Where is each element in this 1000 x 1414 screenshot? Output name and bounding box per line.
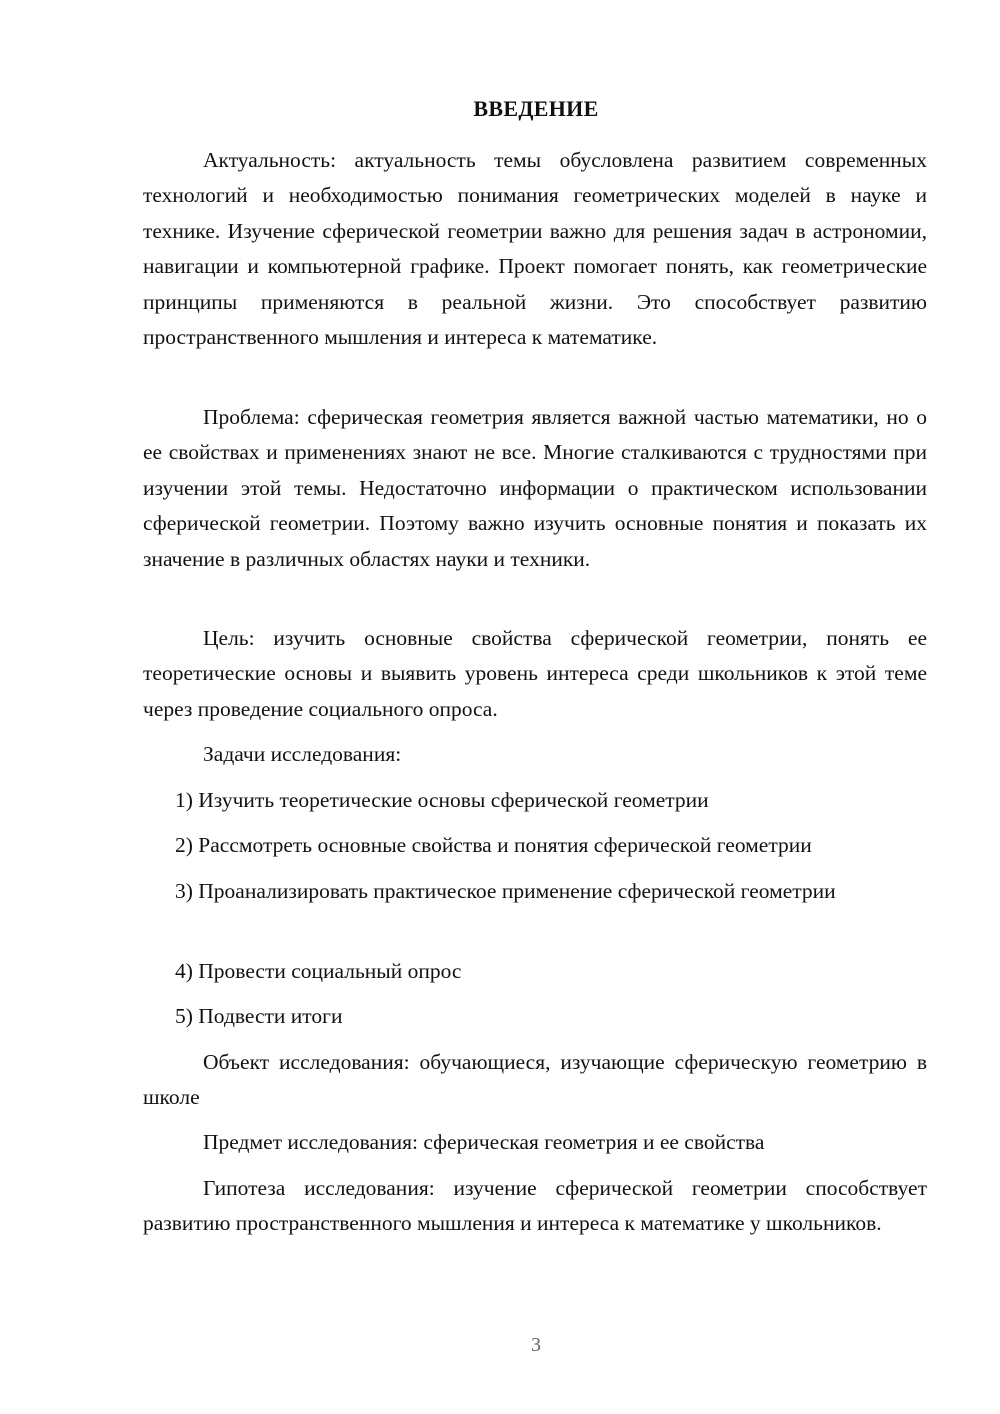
relevance-paragraph: Актуальность: актуальность темы обусловлена развитием современных технологий и необходимостью понимания геометрических моделей в науке и технике. Изучение сферической геометрии важно для решения задач в астрономии, навигации и компьютерной графике. Проект помогает понять, как геометрические принципы применяются в реальной жизни. Это способствует развитию пространственного мышления и интереса к математике. [143, 148, 927, 350]
task-item: 3) Проанализировать практическое применение сферической геометрии [175, 879, 836, 903]
task-item: 5) Подвести итоги [175, 1004, 343, 1028]
goal-paragraph: Цель: изучить основные свойства сферической геометрии, понять ее теоретические основы и выявить уровень интереса среди школьников к этой теме через проведение социального опроса. [143, 626, 927, 721]
hypothesis-paragraph: Гипотеза исследования: изучение сферической геометрии способствует развитию пространственного мышления и интереса к математике у школьников. [143, 1176, 927, 1236]
page-number: 3 [531, 1334, 541, 1356]
subject-paragraph: Предмет исследования: сферическая геометрия и ее свойства [203, 1130, 765, 1154]
task-item: 1) Изучить теоретические основы сферической геометрии [175, 788, 709, 812]
tasks-heading: Задачи исследования: [203, 742, 402, 766]
section-heading: ВВЕДЕНИЕ [473, 96, 599, 121]
problem-paragraph: Проблема: сферическая геометрия является важной частью математики, но о ее свойствах и применениях знают не все. Многие сталкиваются с трудностями при изучении этой темы. Недостаточно информации о практическом использовании сферической геометрии. Поэтому важно изучить основные понятия и показать их значение в различных областях науки и техники. [143, 405, 927, 571]
object-paragraph: Объект исследования: обучающиеся, изучающие сферическую геометрию в школе [143, 1050, 927, 1110]
task-item: 2) Рассмотреть основные свойства и понятия сферической геометрии [175, 833, 812, 857]
task-item: 4) Провести социальный опрос [175, 959, 462, 983]
